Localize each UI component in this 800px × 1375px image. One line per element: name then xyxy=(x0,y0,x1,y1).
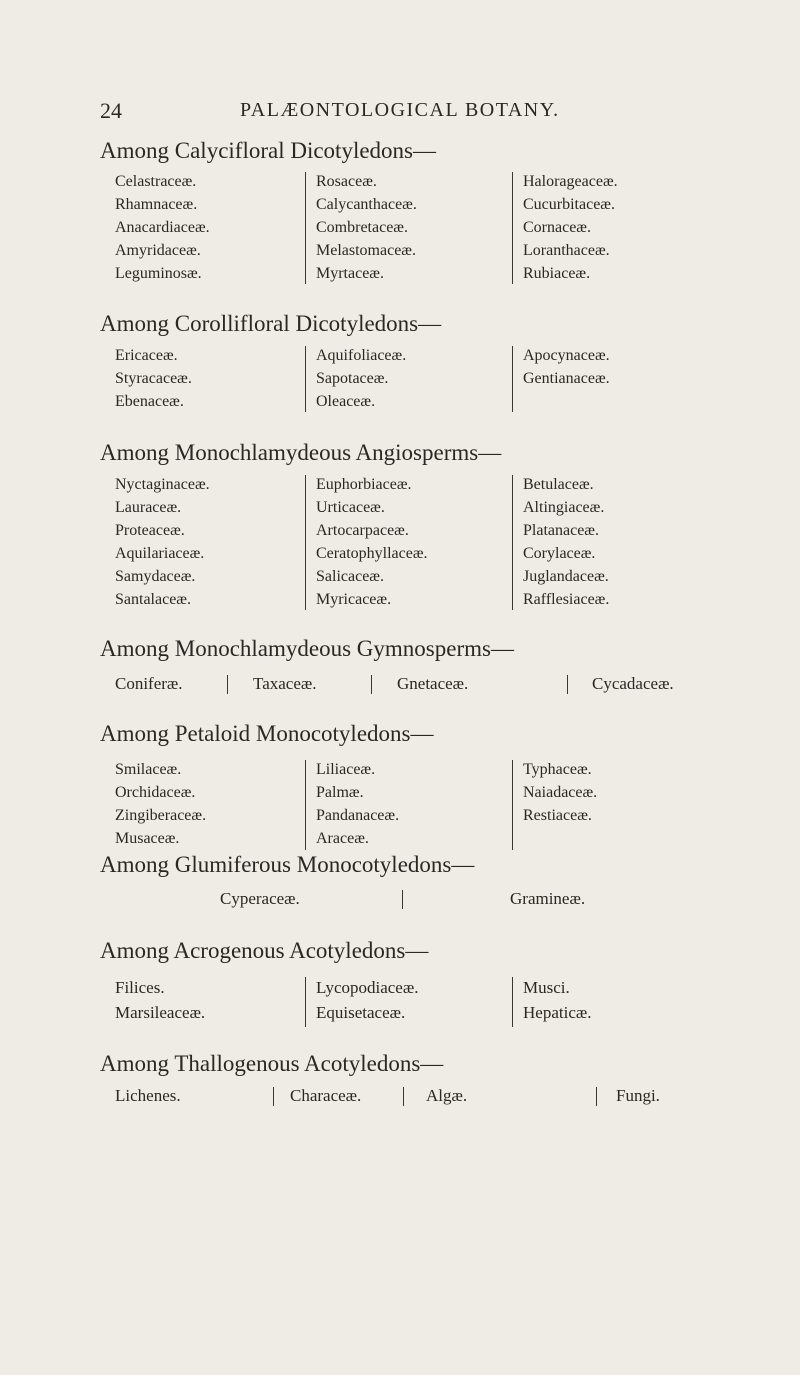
family-name: Platanaceæ. xyxy=(523,522,599,539)
family-name: Gentianaceæ. xyxy=(523,370,610,387)
family-name: Rosaceæ. xyxy=(316,173,377,190)
column-rule xyxy=(305,172,306,284)
acrogenous-col-1 xyxy=(115,975,205,1025)
family-name: Lycopodiaceæ. xyxy=(316,978,419,997)
family-name: Lauraceæ. xyxy=(115,499,182,516)
family-name: Gramineæ. xyxy=(510,889,586,908)
separator-bar xyxy=(403,1087,404,1106)
family-name: Aquilariaceæ. xyxy=(115,545,205,562)
family-name: Combretaceæ. xyxy=(316,219,408,236)
mono-angio-col-3 xyxy=(523,473,609,611)
heading-monochlamydeous-gymnosperms: Among Monochlamydeous Gymnosperms— xyxy=(100,636,514,661)
column-rule xyxy=(512,475,513,610)
family-name: Rubiaceæ. xyxy=(523,265,591,282)
family-name: Halorageaceæ. xyxy=(523,173,618,190)
family-name: Lichenes. xyxy=(115,1086,181,1105)
family-name: Nyctaginaceæ. xyxy=(115,476,210,493)
family-name: Proteaceæ. xyxy=(115,522,185,539)
mono-angio-col-1 xyxy=(115,473,210,611)
column-rule xyxy=(512,977,513,1027)
family-name: Styracaceæ. xyxy=(115,370,192,387)
heading-glumiferous-monocotyledons: Among Glumiferous Monocotyledons— xyxy=(100,852,475,877)
family-name: Amyridaceæ. xyxy=(115,242,201,259)
family-name: Samydaceæ. xyxy=(115,568,196,585)
family-name: Myrtaceæ. xyxy=(316,265,384,282)
family-name: Loranthaceæ. xyxy=(523,242,610,259)
family-name: Cornaceæ. xyxy=(523,219,591,236)
family-name: Cucurbitaceæ. xyxy=(523,196,615,213)
family-name: Liliaceæ. xyxy=(316,761,376,778)
corollifloral-col-3 xyxy=(523,344,610,390)
family-name: Salicaceæ. xyxy=(316,568,384,585)
family-name: Typhaceæ. xyxy=(523,761,592,778)
column-rule xyxy=(305,977,306,1027)
family-name: Ebenaceæ. xyxy=(115,393,184,410)
column-rule xyxy=(305,346,306,412)
family-name: Pandanaceæ. xyxy=(316,807,400,824)
family-name: Aquifoliaceæ. xyxy=(316,347,407,364)
heading-thallogenous-acotyledons: Among Thallogenous Acotyledons— xyxy=(100,1051,444,1076)
family-name: Restiaceæ. xyxy=(523,807,592,824)
family-name: Marsileaceæ. xyxy=(115,1003,206,1022)
column-rule xyxy=(305,760,306,850)
family-name: Algæ. xyxy=(426,1086,468,1105)
calycifloral-col-3 xyxy=(523,170,618,285)
calycifloral-col-2 xyxy=(316,170,417,285)
family-name: Naiadaceæ. xyxy=(523,784,598,801)
running-head: PALÆONTOLOGICAL BOTANY. xyxy=(240,99,560,121)
family-name: Ericaceæ. xyxy=(115,347,178,364)
family-name: Leguminosæ. xyxy=(115,265,202,282)
family-name: Ceratophyllaceæ. xyxy=(316,545,428,562)
family-name: Apocynaceæ. xyxy=(523,347,610,364)
family-name: Oleaceæ. xyxy=(316,393,376,410)
heading-corollifloral: Among Corollifloral Dicotyledons— xyxy=(100,311,442,336)
family-name: Corylaceæ. xyxy=(523,545,596,562)
family-name: Araceæ. xyxy=(316,830,369,847)
family-name: Zingiberaceæ. xyxy=(115,807,207,824)
family-name: Coniferæ. xyxy=(115,674,183,693)
family-name: Palmæ. xyxy=(316,784,364,801)
family-name: Celastraceæ. xyxy=(115,173,197,190)
heading-monochlamydeous-angiosperms: Among Monochlamydeous Angiosperms— xyxy=(100,440,502,465)
family-name: Euphorbiaceæ. xyxy=(316,476,412,493)
column-rule xyxy=(512,172,513,284)
column-rule xyxy=(305,475,306,610)
acrogenous-col-2 xyxy=(316,975,418,1025)
separator-bar xyxy=(227,675,228,694)
separator-bar xyxy=(402,890,403,909)
family-name: Characeæ. xyxy=(290,1086,362,1105)
family-name: Cyperaceæ. xyxy=(220,889,300,908)
family-name: Calycanthaceæ. xyxy=(316,196,417,213)
acrogenous-col-3 xyxy=(523,975,591,1025)
separator-bar xyxy=(371,675,372,694)
family-name: Urticaceæ. xyxy=(316,499,385,516)
family-name: Betulaceæ. xyxy=(523,476,594,493)
separator-bar xyxy=(567,675,568,694)
calycifloral-col-1 xyxy=(115,170,210,285)
family-name: Equisetaceæ. xyxy=(316,1003,406,1022)
family-name: Juglandaceæ. xyxy=(523,568,609,585)
separator-bar xyxy=(596,1087,597,1106)
petaloid-col-3 xyxy=(523,758,597,827)
family-name: Santalaceæ. xyxy=(115,591,191,608)
heading-petaloid-monocotyledons: Among Petaloid Monocotyledons— xyxy=(100,721,434,746)
family-name: Altingiaceæ. xyxy=(523,499,605,516)
corollifloral-col-1 xyxy=(115,344,192,413)
family-name: Artocarpaceæ. xyxy=(316,522,409,539)
column-rule xyxy=(512,346,513,412)
family-name: Orchidaceæ. xyxy=(115,784,196,801)
family-name: Anacardiaceæ. xyxy=(115,219,210,236)
family-name: Smilaceæ. xyxy=(115,761,182,778)
family-name: Sapotaceæ. xyxy=(316,370,389,387)
family-name: Fungi. xyxy=(616,1086,660,1105)
family-name: Cycadaceæ. xyxy=(592,674,674,693)
family-name: Taxaceæ. xyxy=(253,674,317,693)
family-name: Musaceæ. xyxy=(115,830,180,847)
family-name: Myricaceæ. xyxy=(316,591,392,608)
separator-bar xyxy=(273,1087,274,1106)
corollifloral-col-2 xyxy=(316,344,406,413)
family-name: Musci. xyxy=(523,978,570,997)
page-number: 24 xyxy=(100,98,122,123)
petaloid-col-2 xyxy=(316,758,399,850)
mono-angio-col-2 xyxy=(316,473,428,611)
heading-calycifloral: Among Calycifloral Dicotyledons— xyxy=(100,138,436,163)
family-name: Hepaticæ. xyxy=(523,1003,592,1022)
heading-acrogenous-acotyledons: Among Acrogenous Acotyledons— xyxy=(100,938,429,963)
column-rule xyxy=(512,760,513,850)
family-name: Rafflesiaceæ. xyxy=(523,591,610,608)
family-name: Rhamnaceæ. xyxy=(115,196,198,213)
family-name: Filices. xyxy=(115,978,165,997)
family-name: Gnetaceæ. xyxy=(397,674,469,693)
family-name: Melastomaceæ. xyxy=(316,242,416,259)
petaloid-col-1 xyxy=(115,758,206,850)
